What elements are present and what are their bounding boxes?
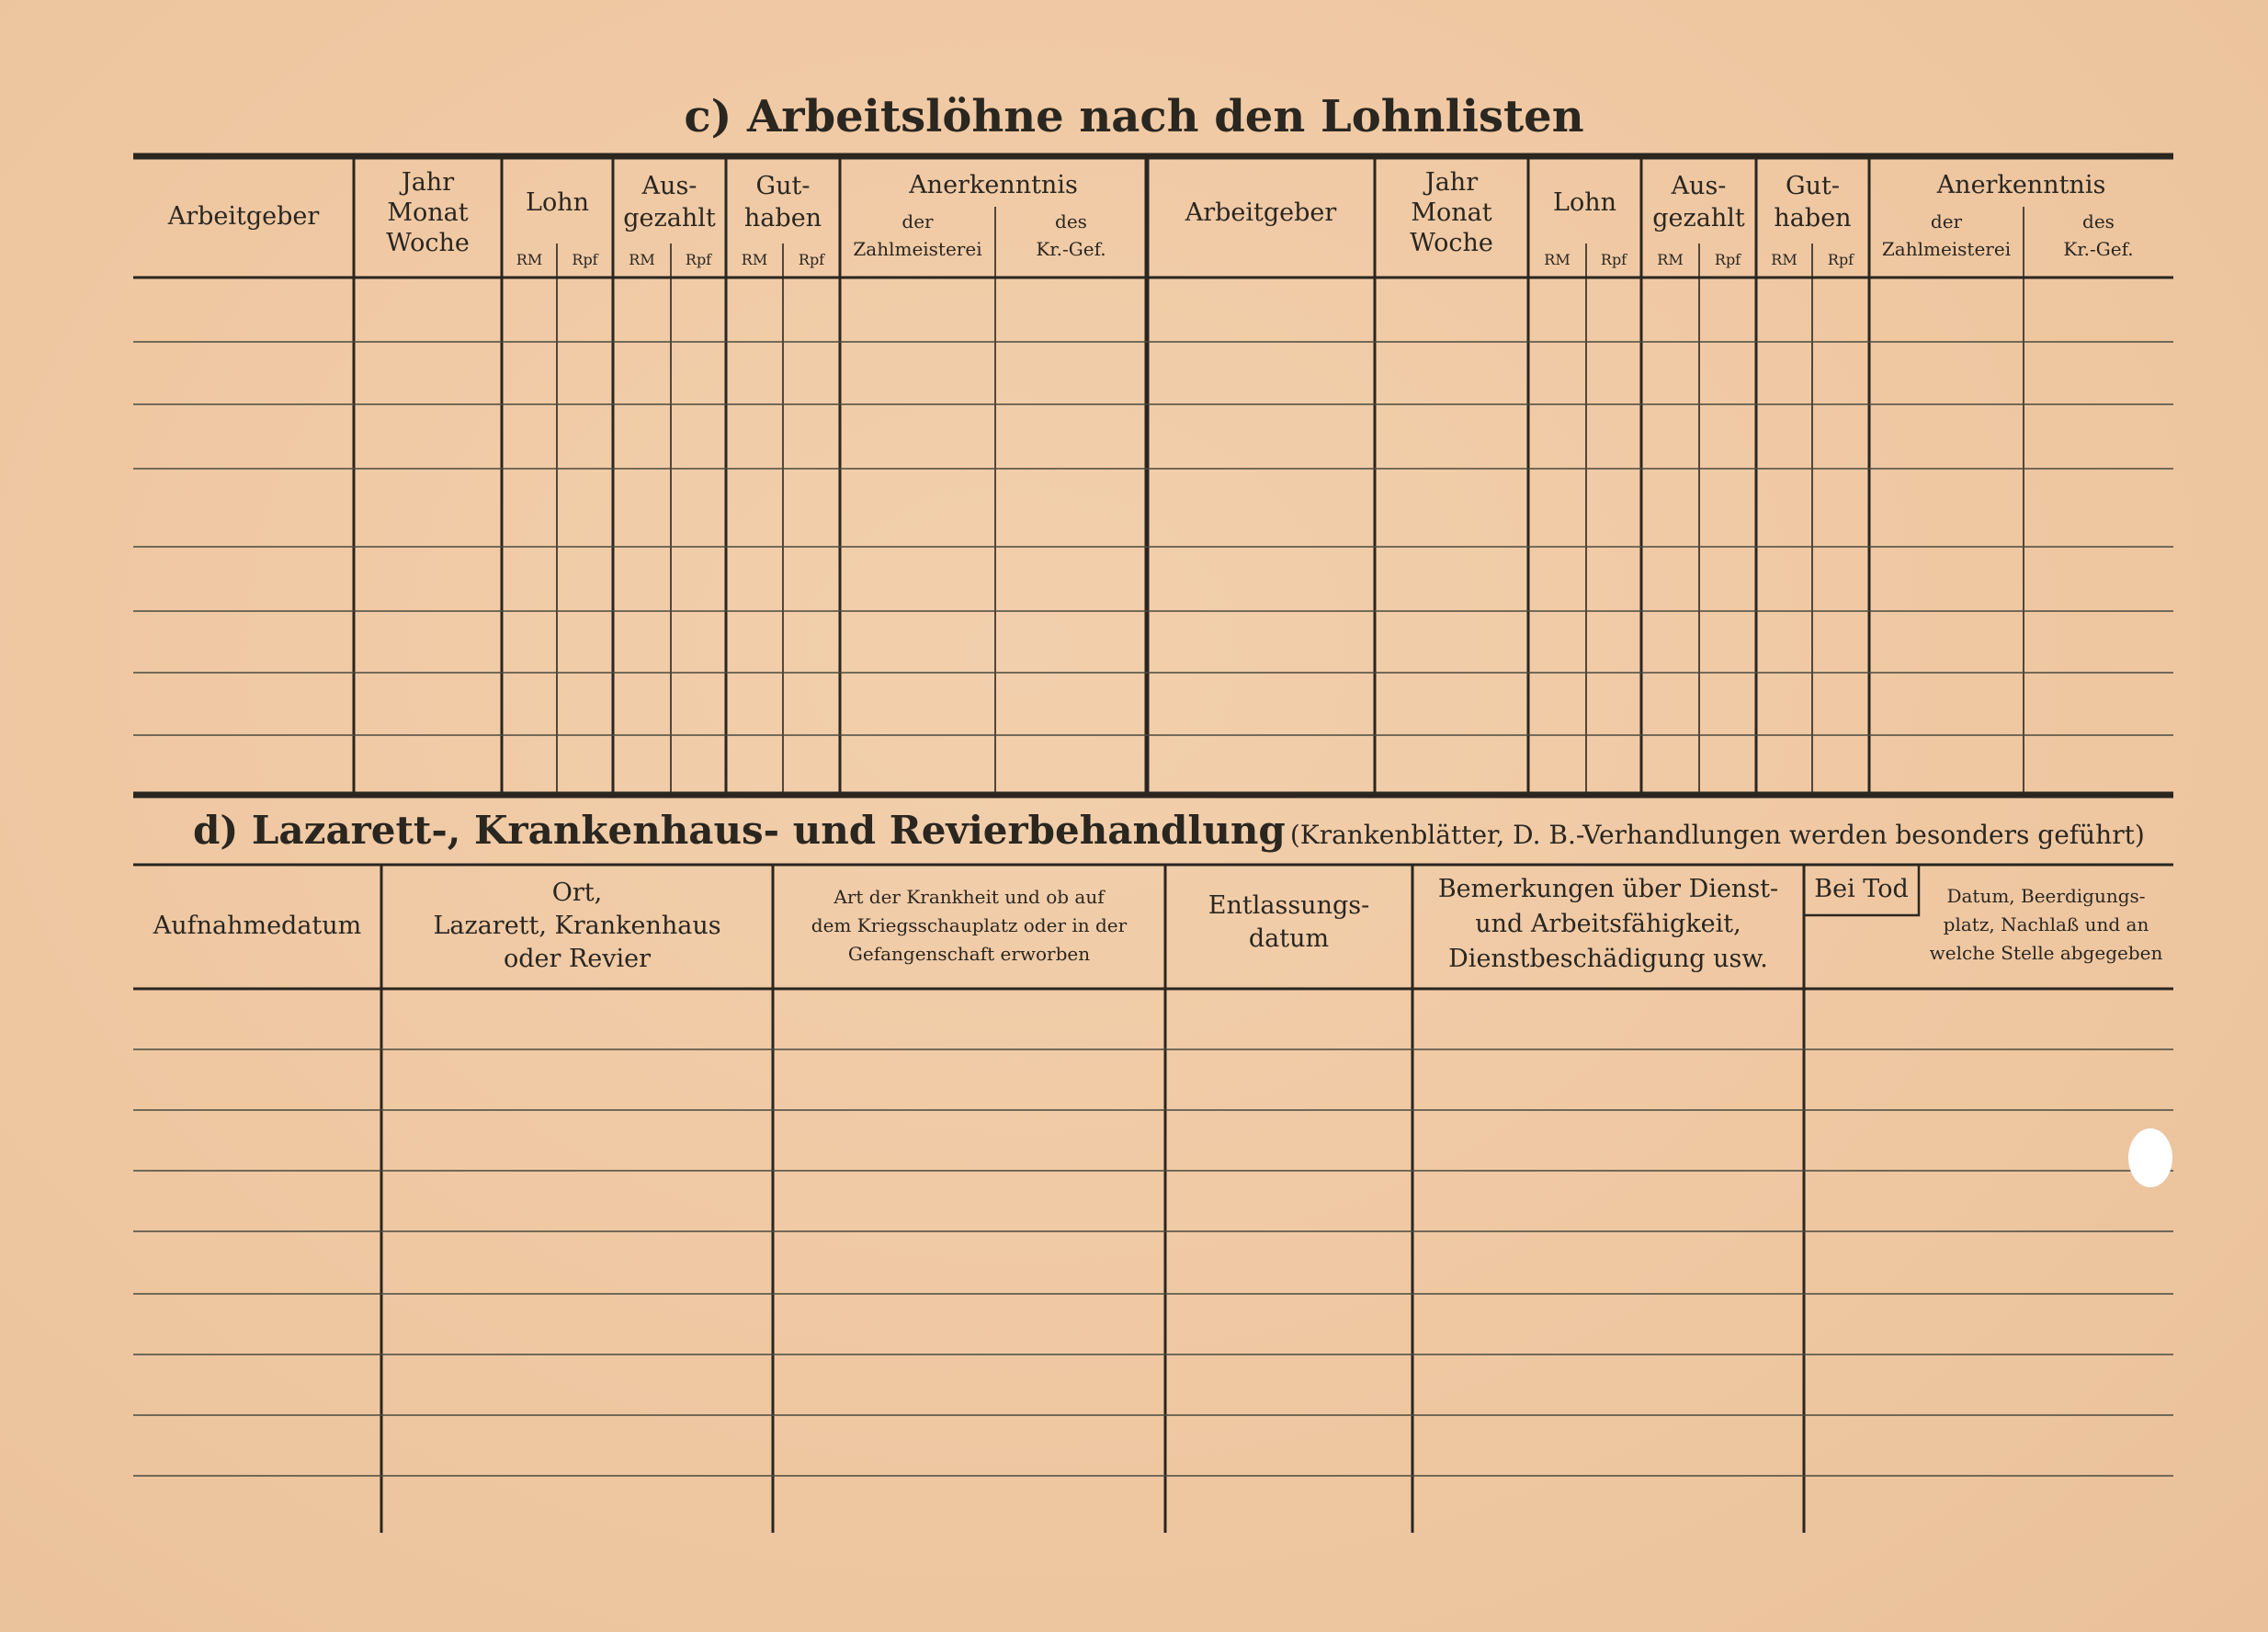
header-bemerkungen-line3: Dienstbeschädigung usw.	[1448, 945, 1768, 973]
section-d-heading	[193, 809, 2145, 853]
header-krgef: Kr.-Gef.	[1036, 238, 1106, 260]
header-bemerkungen-line2: und Arbeitsfähigkeit,	[1475, 910, 1741, 938]
header-lohn: Lohn	[526, 188, 589, 217]
header-art-line1: Art der Krankheit und ob auf	[833, 886, 1105, 908]
header-monat: Monat	[387, 198, 469, 227]
header-rpf: Rpf	[572, 251, 598, 268]
header-haben: haben	[1774, 204, 1852, 232]
section-d-subtitle: (Krankenblätter, D. B.-Verhandlungen werden besonders geführt)	[1289, 820, 2145, 850]
header-aus: Aus-	[1671, 172, 1727, 200]
header-art-line2: dem Kriegsschauplatz oder in der	[811, 914, 1128, 936]
header-bemerkungen-line1: Bemerkungen über Dienst-	[1437, 875, 1779, 903]
header-datum-line1: Datum, Beerdigungs-	[1946, 885, 2146, 907]
header-rm: RM	[516, 251, 543, 268]
header-gut: Gut-	[1786, 172, 1840, 200]
header-arbeitgeber: Arbeitgeber	[1185, 198, 1337, 227]
header-rpf: Rpf	[1827, 251, 1854, 268]
header-des: des	[2082, 210, 2115, 232]
header-datum-line3: welche Stelle abgegeben	[1929, 942, 2163, 964]
header-haben: haben	[743, 204, 822, 232]
header-jahr: Jahr	[1424, 168, 1479, 197]
header-art-line3: Gefangenschaft erworben	[847, 943, 1091, 965]
header-rm: RM	[741, 251, 768, 268]
header-rm: RM	[629, 251, 655, 268]
header-gezahlt: gezahlt	[1652, 204, 1745, 232]
header-bei-tod: Bei Tod	[1814, 875, 1909, 903]
header-krgef: Kr.-Gef.	[2063, 238, 2134, 260]
header-rm: RM	[1771, 251, 1797, 268]
header-monat: Monat	[1411, 198, 1492, 227]
header-anerkenntnis: Anerkenntnis	[909, 171, 1078, 199]
header-rpf: Rpf	[1714, 251, 1741, 268]
header-des: des	[1055, 210, 1087, 232]
header-jahr: Jahr	[401, 168, 455, 197]
header-rpf: Rpf	[798, 251, 825, 268]
header-entlassungs: Entlassungs-	[1208, 891, 1370, 920]
header-der: der	[902, 210, 934, 232]
header-arbeitgeber: Arbeitgeber	[167, 202, 320, 231]
header-ort-lazarett: Lazarett, Krankenhaus	[433, 912, 721, 940]
header-rpf: Rpf	[1600, 251, 1627, 268]
header-ort-revier: oder Revier	[503, 945, 652, 973]
header-anerkenntnis: Anerkenntnis	[1936, 171, 2106, 199]
header-zahlmeisterei: Zahlmeisterei	[853, 238, 982, 260]
header-rpf: Rpf	[685, 251, 712, 268]
header-der: der	[1930, 210, 1963, 232]
section-c-title: c) Arbeitslöhne nach den Lohnlisten	[684, 91, 1584, 142]
header-lohn: Lohn	[1553, 188, 1616, 217]
header-aufnahmedatum: Aufnahmedatum	[153, 912, 362, 940]
header-zahlmeisterei: Zahlmeisterei	[1881, 238, 2012, 260]
header-aus: Aus-	[641, 172, 697, 200]
header-datum: datum	[1248, 924, 1330, 953]
header-datum-line2: platz, Nachlaß und an	[1943, 913, 2149, 935]
header-ort: Ort,	[551, 878, 603, 907]
header-woche: Woche	[386, 229, 470, 257]
header-gut: Gut-	[755, 172, 811, 200]
section-d-title: d) Lazarett-, Krankenhaus- und Revierbehandlung	[193, 808, 1286, 853]
header-rm: RM	[1544, 251, 1571, 268]
header-woche: Woche	[1410, 229, 1493, 257]
punch-hole-icon	[2128, 1128, 2172, 1187]
header-rm: RM	[1657, 251, 1684, 268]
header-gezahlt: gezahlt	[623, 204, 716, 232]
